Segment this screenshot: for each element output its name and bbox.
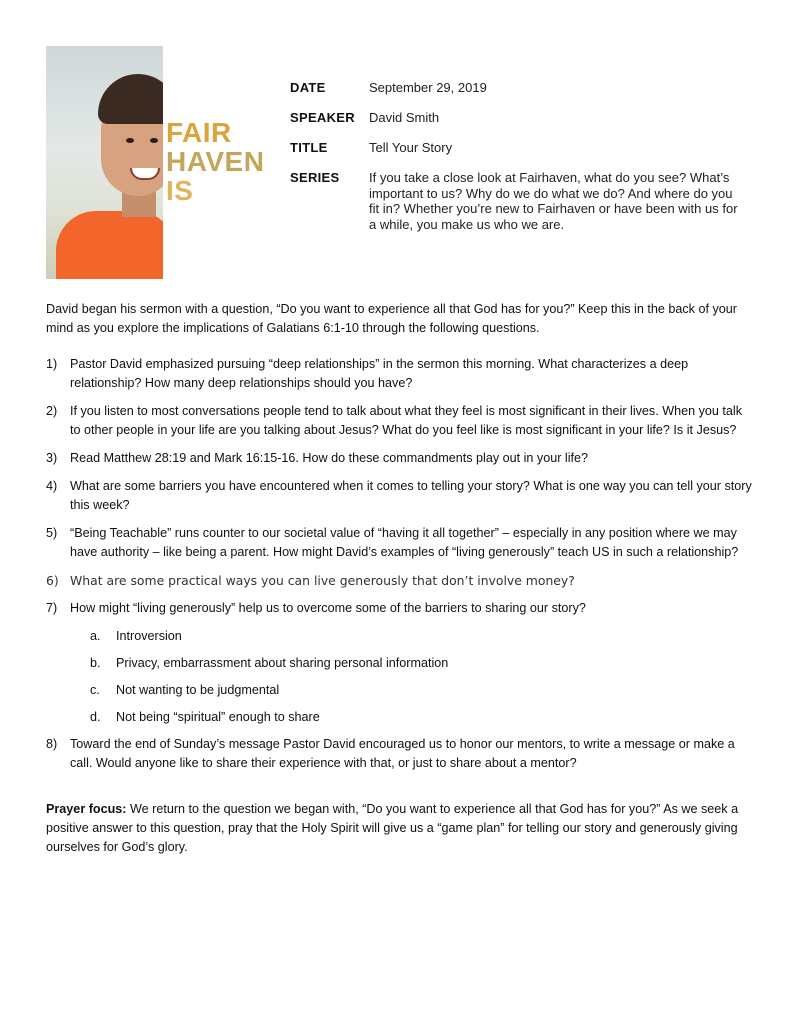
question-number: 4) xyxy=(46,479,58,493)
question-item xyxy=(46,355,752,393)
question-number: 2) xyxy=(46,404,58,418)
question-text: What are some barriers you have encountered when it comes to telling your story? What is one way you can tell your story this week? xyxy=(70,479,752,512)
question-item xyxy=(46,449,752,468)
question-text: “Being Teachable” runs counter to our societal value of “having it all together” – especially in any position where we may have authority – like being a parent. How might David’s examples of “living generously” teach US in such a relationship? xyxy=(70,526,739,559)
question-text: What are some practical ways you can live generously that don’t involve money? xyxy=(70,573,575,588)
sub-letter: d. xyxy=(90,710,101,724)
boy-eye xyxy=(150,138,158,143)
logo-line: FAIR xyxy=(166,117,232,148)
meta-value: If you take a close look at Fairhaven, what do you see? What’s important to us? Why do we do what we do? And where do you fit in? Whether you’re new to Fairhaven or have been with us for a while, you make us who we are. xyxy=(369,170,738,232)
sermon-meta xyxy=(290,80,740,247)
sub-text: Privacy, embarrassment about sharing personal information xyxy=(116,656,449,670)
meta-value: Tell Your Story xyxy=(369,140,453,155)
meta-key: SPEAKER xyxy=(290,110,355,125)
meta-value: September 29, 2019 xyxy=(369,80,487,95)
question-text: Read Matthew 28:19 and Mark 16:15-16. How do these commandments play out in your life? xyxy=(70,451,589,465)
question-text: Pastor David emphasized pursuing “deep relationships” in the sermon this morning. What characterizes a deep relationship? How many deep relationships should you have? xyxy=(70,357,689,390)
sub-text: Not wanting to be judgmental xyxy=(116,683,280,697)
meta-row-series xyxy=(290,170,740,232)
boy-eye xyxy=(126,138,134,143)
prayer-text: We return to the question we began with, “Do you want to experience all that God has for you?” As we seek a positive answer to this question, pray that the Holy Spirit will give us a “game plan” for telling our story and generously giving ourselves for God’s glory. xyxy=(46,802,739,854)
prayer-label: Prayer focus: xyxy=(46,802,127,816)
question-item xyxy=(46,735,752,773)
meta-row-title xyxy=(290,140,740,156)
sub-item xyxy=(90,708,752,727)
question-text: How might “living generously” help us to overcome some of the barriers to sharing our story? xyxy=(70,601,586,615)
question-number: 5) xyxy=(46,526,58,540)
series-logo xyxy=(166,118,264,205)
question-number: 7) xyxy=(46,601,58,615)
boy-shirt xyxy=(56,211,163,279)
question-number: 6) xyxy=(46,573,59,588)
sub-list xyxy=(90,627,752,727)
question-item xyxy=(46,571,752,590)
logo-line: IS xyxy=(166,175,194,206)
sub-item xyxy=(90,654,752,673)
question-item xyxy=(46,477,752,515)
question-number: 3) xyxy=(46,451,58,465)
sub-text: Introversion xyxy=(116,629,182,643)
sub-letter: a. xyxy=(90,629,101,643)
discussion-guide xyxy=(46,300,752,870)
sub-item xyxy=(90,627,752,646)
meta-key: TITLE xyxy=(290,140,328,155)
question-item xyxy=(46,524,752,562)
question-number: 8) xyxy=(46,737,58,751)
prayer-focus xyxy=(46,800,752,857)
question-item xyxy=(46,599,752,618)
meta-key: SERIES xyxy=(290,170,340,185)
logo-line: HAVEN xyxy=(166,146,265,177)
question-text: If you listen to most conversations people tend to talk about what they feel is most significant in their lives. When you talk to other people in your life are you talking about Jesus? What do you feel like is most significant in your life? Is it Jesus? xyxy=(70,404,743,437)
sub-letter: c. xyxy=(90,683,100,697)
sub-letter: b. xyxy=(90,656,101,670)
question-number: 1) xyxy=(46,357,58,371)
meta-row-date xyxy=(290,80,740,96)
question-text: Toward the end of Sunday’s message Pastor David encouraged us to honor our mentors, to write a message or make a call. Would anyone like to share their experience with that, or just to share about a mentor? xyxy=(70,737,735,770)
intro-paragraph: David began his sermon with a question, “Do you want to experience all that God has for you?” Keep this in the back of your mind as you explore the implications of Galatians 6:1-10 through the following questions. xyxy=(46,302,737,335)
sub-text: Not being “spiritual” enough to share xyxy=(116,710,320,724)
question-item xyxy=(46,402,752,440)
series-banner-photo xyxy=(46,46,163,279)
boy-hair xyxy=(98,74,163,124)
meta-row-speaker xyxy=(290,110,740,126)
meta-key: DATE xyxy=(290,80,326,95)
sub-item xyxy=(90,681,752,700)
meta-value: David Smith xyxy=(369,110,440,125)
